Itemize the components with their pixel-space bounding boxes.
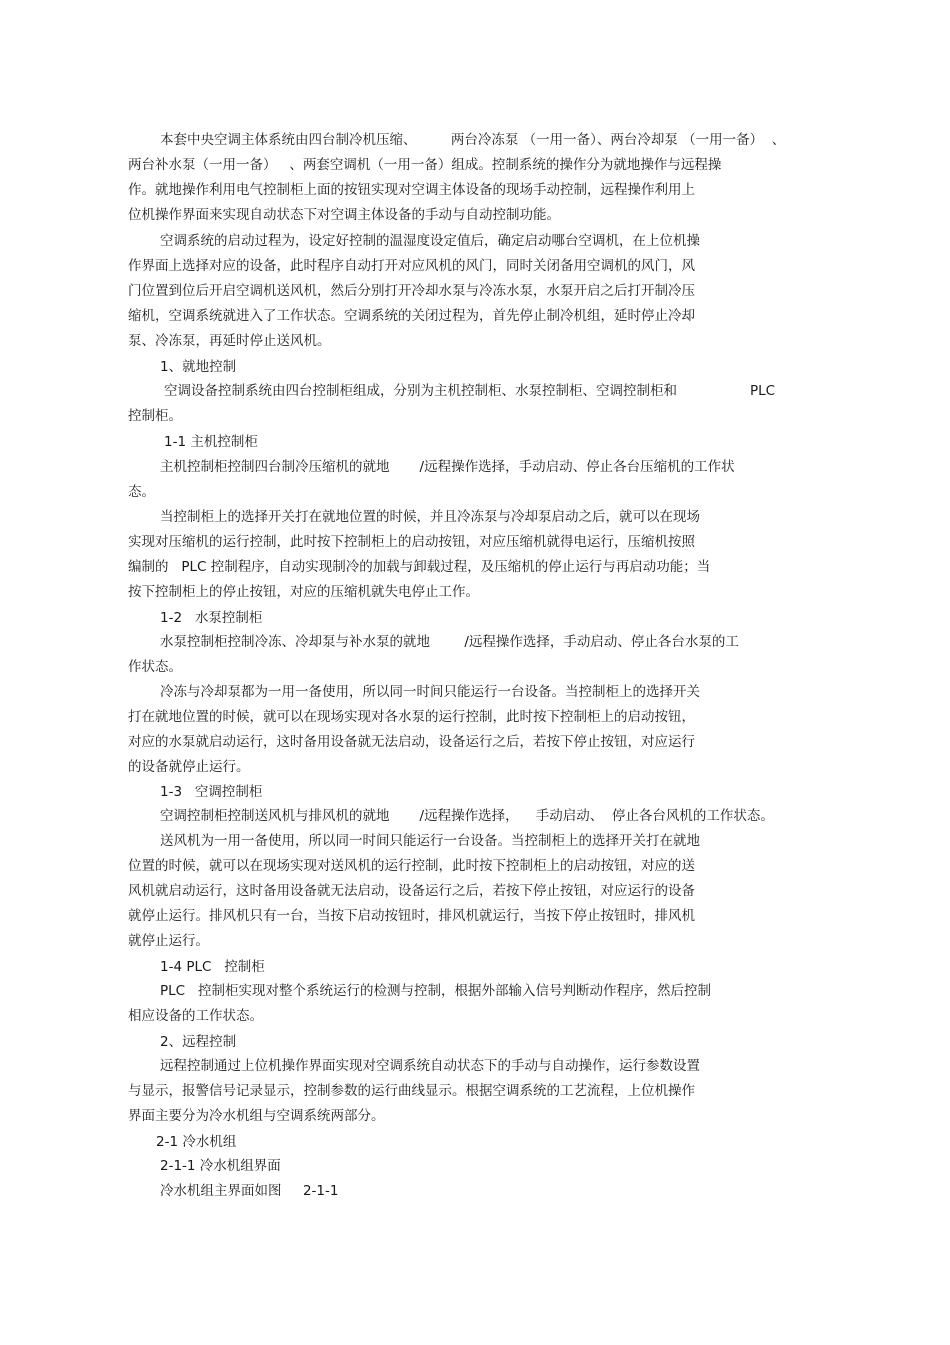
paragraph-line: 作界面上选择对应的设备，此时程序自动打开对应风机的风门，同时关闭备用空调机的风门，风 [128, 258, 695, 274]
subsection-heading: 1-4 PLC 控制柜 [160, 959, 265, 975]
section-heading: 1、就地控制 [160, 359, 237, 375]
paragraph-line: 作。就地操作利用电气控制柜上面的按钮实现对空调主体设备的现场手动控制，远程操作利用上 [128, 182, 695, 198]
subsection-heading: 1-2 水泵控制柜 [160, 610, 263, 626]
paragraph-line: 态。 [128, 484, 155, 500]
paragraph-line: 主机控制柜控制四台制冷压缩机的就地 /远程操作选择，手动启动、停止各台压缩机的工作状 [160, 459, 735, 475]
subsection-heading: 1-1 主机控制柜 [164, 434, 258, 450]
subsection-heading: 2-1-1 冷水机组界面 [160, 1158, 281, 1174]
paragraph-line: 风机就启动运行，这时备用设备就无法启动，设备运行之后，若按下停止按钮，对应运行的设备 [128, 883, 695, 899]
paragraph-line: 编制的 PLC 控制程序，自动实现制冷的加载与卸载过程，及压缩机的停止运行与再启动功能；当 [128, 559, 711, 575]
paragraph-line: 远程控制通过上位机操作界面实现对空调系统自动状态下的手动与自动操作，运行参数设置 [160, 1058, 700, 1074]
subsection-heading: 2-1 冷水机组 [156, 1134, 237, 1150]
paragraph-line: 界面主要分为冷水机组与空调系统两部分。 [128, 1108, 385, 1124]
paragraph-line: 水泵控制柜控制冷冻、冷却泵与补水泵的就地 /远程操作选择，手动启动、停止各台水泵的工 [160, 634, 739, 650]
paragraph-line: 送风机为一用一备使用，所以同一时间只能运行一台设备。当控制柜上的选择开关打在就地 [160, 833, 700, 849]
paragraph-line: 相应设备的工作状态。 [128, 1008, 263, 1024]
paragraph-line: 就停止运行。排风机只有一台，当按下启动按钮时，排风机就运行，当按下停止按钮时，排风机 [128, 908, 695, 924]
paragraph-line: PLC 控制柜实现对整个系统运行的检测与控制，根据外部输入信号判断动作程序，然后控制 [160, 983, 711, 999]
paragraph-line: 按下控制柜上的停止按钮，对应的压缩机就失电停止工作。 [128, 584, 479, 600]
paragraph-line: 对应的水泵就启动运行，这时备用设备就无法启动，设备运行之后，若按下停止按钮，对应运行 [128, 734, 695, 750]
paragraph-line: 冷冻与冷却泵都为一用一备使用，所以同一时间只能运行一台设备。当控制柜上的选择开关 [160, 684, 700, 700]
paragraph-line: 位机操作界面来实现自动状态下对空调主体设备的手动与自动控制功能。 [128, 207, 560, 223]
paragraph-line: 控制柜。 [128, 408, 182, 424]
paragraph-line: 泵、冷冻泵，再延时停止送风机。 [128, 333, 331, 349]
paragraph-line: 空调设备控制系统由四台控制柜组成，分别为主机控制柜、水泵控制柜、空调控制柜和 PLC [164, 383, 776, 399]
paragraph-line: 打在就地位置的时候，就可以在现场实现对各水泵的运行控制，此时按下控制柜上的启动按钮， [128, 709, 695, 725]
paragraph-line: 作状态。 [128, 659, 182, 675]
paragraph-line: 两台补水泵（一用一备） 、两套空调机（一用一备）组成。控制系统的操作分为就地操作与远程操 [128, 157, 722, 173]
subsection-heading: 1-3 空调控制柜 [160, 784, 263, 800]
paragraph-line: 的设备就停止运行。 [128, 759, 250, 775]
paragraph-line: 冷水机组主界面如图 2-1-1 [160, 1183, 339, 1199]
paragraph-line: 本套中央空调主体系统由四台制冷机压缩、 两台冷冻泵 （一用一备）、两台冷却泵 （一用一备） 、 [160, 132, 786, 148]
paragraph-line: 空调系统的启动过程为，设定好控制的温湿度设定值后，确定启动哪台空调机，在上位机操 [160, 233, 700, 249]
paragraph-line: 就停止运行。 [128, 933, 209, 949]
paragraph-line: 缩机，空调系统就进入了工作状态。空调系统的关闭过程为，首先停止制冷机组，延时停止冷却 [128, 308, 695, 324]
section-heading: 2、远程控制 [160, 1034, 237, 1050]
paragraph-line: 门位置到位后开启空调机送风机，然后分别打开冷却水泵与冷冻水泵，水泵开启之后打开制冷压 [128, 283, 695, 299]
paragraph-line: 位置的时候，就可以在现场实现对送风机的运行控制，此时按下控制柜上的启动按钮，对应的送 [128, 858, 695, 874]
paragraph-line: 实现对压缩机的运行控制，此时按下控制柜上的启动按钮，对应压缩机就得电运行，压缩机按照 [128, 534, 695, 550]
paragraph-line: 当控制柜上的选择开关打在就地位置的时候，并且冷冻泵与冷却泵启动之后，就可以在现场 [160, 509, 700, 525]
paragraph-line: 空调控制柜控制送风机与排风机的就地 /远程操作选择， 手动启动、 停止各台风机的工作状态。 [160, 808, 774, 824]
paragraph-line: 与显示，报警信号记录显示，控制参数的运行曲线显示。根据空调系统的工艺流程，上位机操作 [128, 1083, 695, 1099]
